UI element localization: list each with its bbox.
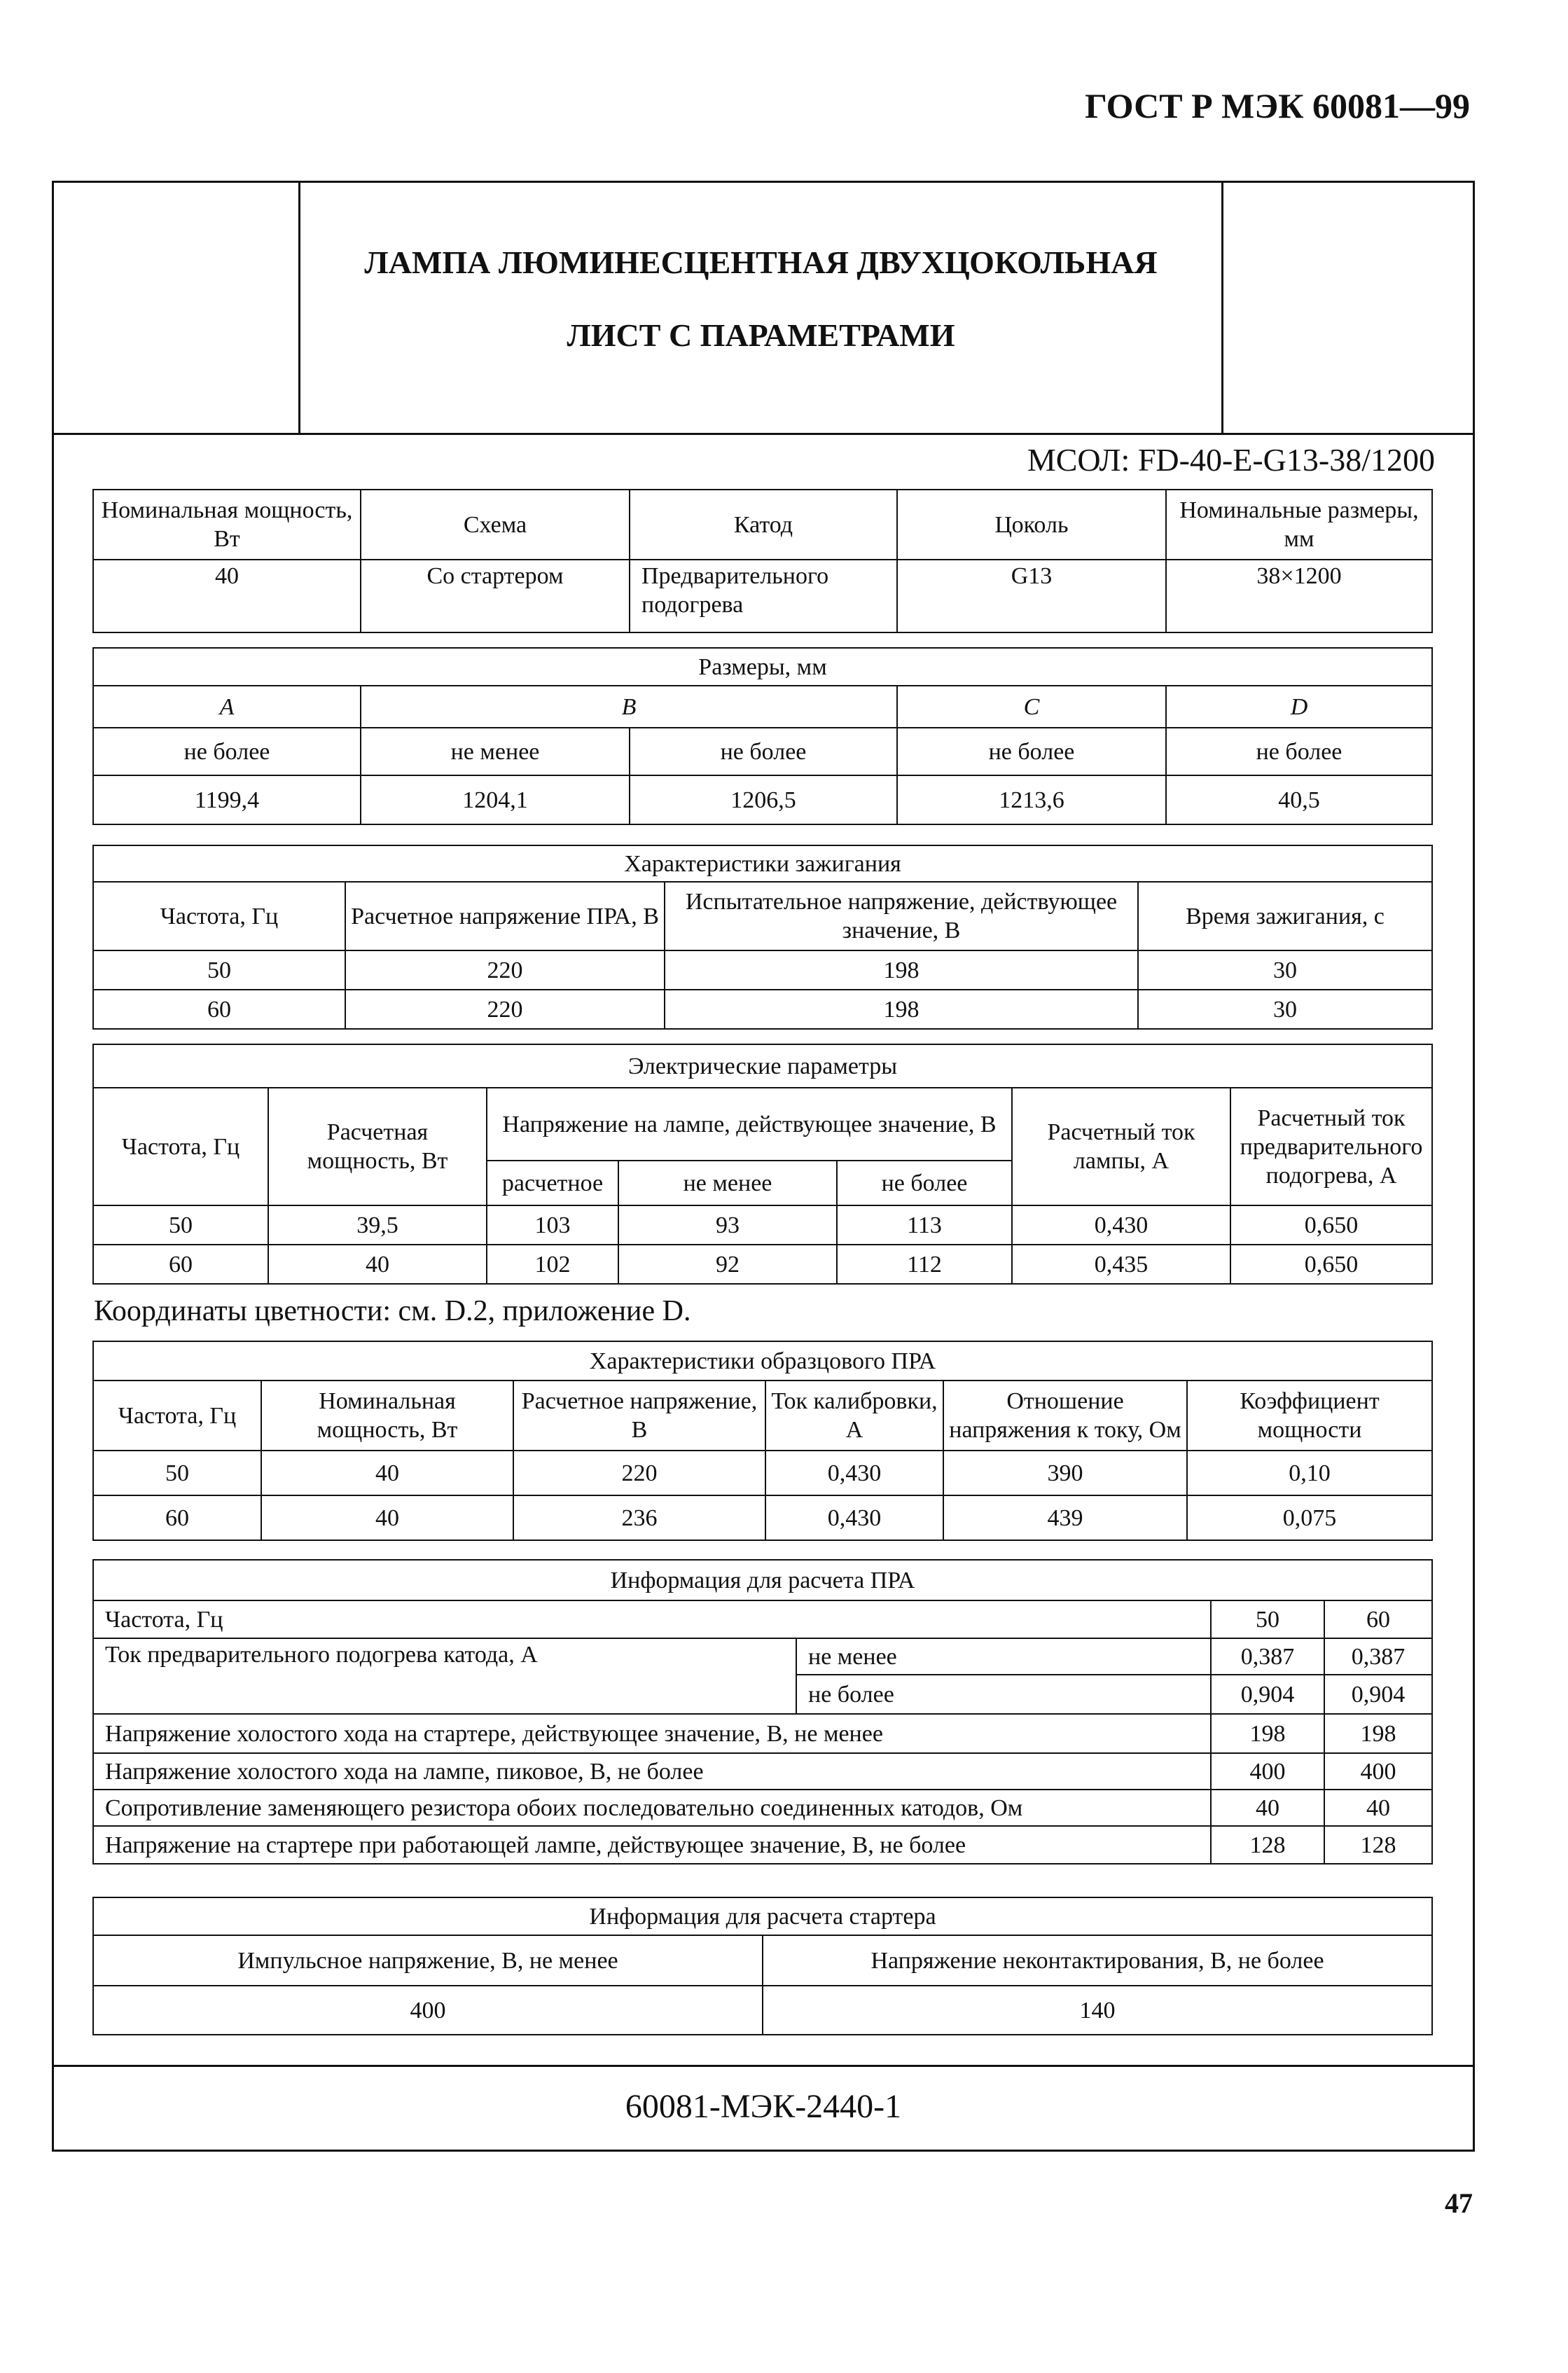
table-cell: 40 xyxy=(1211,1790,1324,1826)
ignition-title: Характеристики зажигания xyxy=(93,845,1432,882)
table-cell: 0,075 xyxy=(1187,1495,1432,1540)
ref-ballast-header: Частота, Гц xyxy=(93,1381,261,1451)
table-cell: 50 xyxy=(93,1205,268,1245)
table-cell: 0,435 xyxy=(1012,1245,1230,1284)
value-cathode: Предварительного подогрева xyxy=(630,560,897,632)
electrical-header-max: не более xyxy=(837,1161,1012,1205)
row-label: Напряжение холостого хода на лампе, пиковое, В, не более xyxy=(93,1753,1211,1790)
dim-limit: не более xyxy=(897,728,1166,775)
dim-letter-d: D xyxy=(1166,686,1432,728)
starter-value-pulse: 400 xyxy=(93,1986,763,2035)
dim-letter-c: C xyxy=(897,686,1166,728)
table-cell: 128 xyxy=(1211,1826,1324,1864)
header-cathode: Катод xyxy=(630,490,897,560)
ignition-header: Частота, Гц xyxy=(93,882,345,950)
table-cell: 60 xyxy=(93,1245,268,1284)
table-cell: 103 xyxy=(487,1205,618,1245)
table-cell: 50 xyxy=(93,1451,261,1495)
dim-limit: не более xyxy=(1166,728,1432,775)
dim-limit: не более xyxy=(93,728,361,775)
table-cell: 400 xyxy=(1211,1753,1324,1790)
row-label: Напряжение холостого хода на стартере, действующее значение, В, не менее xyxy=(93,1714,1211,1753)
table-cell: 0,650 xyxy=(1230,1245,1432,1284)
ref-ballast-header: Расчетное напряжение, В xyxy=(513,1381,765,1451)
row-label: Напряжение на стартере при работающей лампе, действующее значение, В, не более xyxy=(93,1826,1211,1864)
freq-label: Частота, Гц xyxy=(93,1600,1211,1638)
value-nominal-size: 38×1200 xyxy=(1166,560,1432,632)
standard-header: ГОСТ Р МЭК 60081—99 xyxy=(1085,86,1470,125)
sheet-title-line1: ЛАМПА ЛЮМИНЕСЦЕНТНАЯ ДВУХЦОКОЛЬНАЯ xyxy=(364,244,1158,280)
table-cell: 60 xyxy=(93,1495,261,1540)
title-block-divider xyxy=(52,433,1475,435)
ignition-header: Испытательное напряжение, действующее значение, В xyxy=(665,882,1138,950)
table-cell: 220 xyxy=(513,1451,765,1495)
ref-ballast-title: Характеристики образцового ПРА xyxy=(93,1341,1432,1381)
preheat-label: Ток предварительного подогрева катода, А xyxy=(93,1638,796,1714)
table-cell: 113 xyxy=(837,1205,1012,1245)
table-cell: 40 xyxy=(1324,1790,1432,1826)
dim-value: 1204,1 xyxy=(361,775,630,824)
electrical-header-freq: Частота, Гц xyxy=(93,1088,268,1205)
footer-divider xyxy=(52,2065,1475,2067)
table-cell: 93 xyxy=(618,1205,837,1245)
main-params-table xyxy=(92,489,1433,633)
dim-limit: не более xyxy=(630,728,897,775)
sheet-title-line2: ЛИСТ С ПАРАМЕТРАМИ xyxy=(567,317,955,353)
electrical-header-power: Расчетная мощность, Вт xyxy=(268,1088,487,1205)
table-cell: 0,430 xyxy=(765,1495,943,1540)
preheat-max-label: не более xyxy=(796,1675,1211,1714)
table-cell: 0,10 xyxy=(1187,1451,1432,1495)
dim-value: 1199,4 xyxy=(93,775,361,824)
table-cell: 40 xyxy=(261,1451,513,1495)
chromaticity-note: Координаты цветности: см. D.2, приложение D. xyxy=(94,1295,691,1327)
header-scheme: Схема xyxy=(361,490,630,560)
table-cell: 198 xyxy=(1324,1714,1432,1753)
value-power: 40 xyxy=(93,560,361,632)
table-cell: 220 xyxy=(345,950,665,990)
ballast-design-title: Информация для расчета ПРА xyxy=(93,1560,1432,1600)
header-cap: Цоколь xyxy=(897,490,1166,560)
table-cell: 0,904 xyxy=(1324,1675,1432,1714)
ref-ballast-header: Отношение напряжения к току, Ом xyxy=(943,1381,1187,1451)
table-cell: 50 xyxy=(93,950,345,990)
table-cell: 236 xyxy=(513,1495,765,1540)
table-cell: 92 xyxy=(618,1245,837,1284)
freq-value-60: 60 xyxy=(1324,1600,1432,1638)
ballast-design-table xyxy=(92,1559,1433,1865)
table-cell: 0,650 xyxy=(1230,1205,1432,1245)
ignition-header: Время зажигания, с xyxy=(1138,882,1432,950)
table-cell: 102 xyxy=(487,1245,618,1284)
table-cell: 60 xyxy=(93,990,345,1029)
electrical-header-current: Расчетный ток лампы, А xyxy=(1012,1088,1230,1205)
starter-header-pulse: Импульсное напряжение, В, не менее xyxy=(93,1935,763,1986)
dim-value: 1206,5 xyxy=(630,775,897,824)
row-label: Сопротивление заменяющего резистора обоих последовательно соединенных катодов, Ом xyxy=(93,1790,1211,1826)
electrical-table xyxy=(92,1044,1433,1285)
freq-value-50: 50 xyxy=(1211,1600,1324,1638)
table-cell: 198 xyxy=(665,990,1138,1029)
starter-design-title: Информация для расчета стартера xyxy=(93,1897,1432,1935)
starter-value-noncontact: 140 xyxy=(763,1986,1432,2035)
table-cell: 0,387 xyxy=(1324,1638,1432,1675)
header-power: Номинальная мощность, Вт xyxy=(93,490,361,560)
electrical-header-preheat: Расчетный ток предварительного подогрева, А xyxy=(1230,1088,1432,1205)
table-cell: 30 xyxy=(1138,950,1432,990)
table-cell: 220 xyxy=(345,990,665,1029)
value-cap: G13 xyxy=(897,560,1166,632)
table-cell: 0,387 xyxy=(1211,1638,1324,1675)
table-cell: 39,5 xyxy=(268,1205,487,1245)
table-cell: 40 xyxy=(261,1495,513,1540)
table-cell: 390 xyxy=(943,1451,1187,1495)
header-nominal-size: Номинальные размеры, мм xyxy=(1166,490,1432,560)
table-cell: 30 xyxy=(1138,990,1432,1029)
dimensions-title: Размеры, мм xyxy=(93,648,1432,686)
reference-ballast-table xyxy=(92,1341,1433,1541)
table-cell: 198 xyxy=(665,950,1138,990)
electrical-header-calc: расчетное xyxy=(487,1161,618,1205)
table-cell: 0,430 xyxy=(765,1451,943,1495)
dimensions-table xyxy=(92,647,1433,825)
ignition-header: Расчетное напряжение ПРА, В xyxy=(345,882,665,950)
electrical-title: Электрические параметры xyxy=(93,1044,1432,1088)
table-cell: 112 xyxy=(837,1245,1012,1284)
electrical-header-min: не менее xyxy=(618,1161,837,1205)
electrical-header-voltage: Напряжение на лампе, действующее значение, В xyxy=(487,1088,1012,1161)
starter-header-noncontact: Напряжение неконтактирования, В, не более xyxy=(763,1935,1432,1986)
preheat-min-label: не менее xyxy=(796,1638,1211,1675)
ref-ballast-header: Ток калибровки, А xyxy=(765,1381,943,1451)
title-block-right-divider xyxy=(1221,181,1223,433)
table-cell: 0,430 xyxy=(1012,1205,1230,1245)
page-number: 47 xyxy=(1445,2187,1473,2219)
starter-design-table xyxy=(92,1897,1433,2035)
table-cell: 439 xyxy=(943,1495,1187,1540)
table-cell: 0,904 xyxy=(1211,1675,1324,1714)
table-cell: 400 xyxy=(1324,1753,1432,1790)
dim-letter-b: B xyxy=(361,686,897,728)
table-cell: 40 xyxy=(268,1245,487,1284)
title-block-left-divider xyxy=(298,181,300,433)
ref-ballast-header: Номинальная мощность, Вт xyxy=(261,1381,513,1451)
value-scheme: Со стартером xyxy=(361,560,630,632)
sheet-code: 60081-МЭК-2440-1 xyxy=(625,2088,902,2125)
table-cell: 128 xyxy=(1324,1826,1432,1864)
dim-letter-a: A xyxy=(93,686,361,728)
dim-value: 40,5 xyxy=(1166,775,1432,824)
dim-limit: не менее xyxy=(361,728,630,775)
ref-ballast-header: Коэффициент мощности xyxy=(1187,1381,1432,1451)
ignition-table xyxy=(92,845,1433,1030)
lamp-designation: МСОЛ: FD-40-E-G13-38/1200 xyxy=(1027,442,1435,478)
table-cell: 198 xyxy=(1211,1714,1324,1753)
dim-value: 1213,6 xyxy=(897,775,1166,824)
